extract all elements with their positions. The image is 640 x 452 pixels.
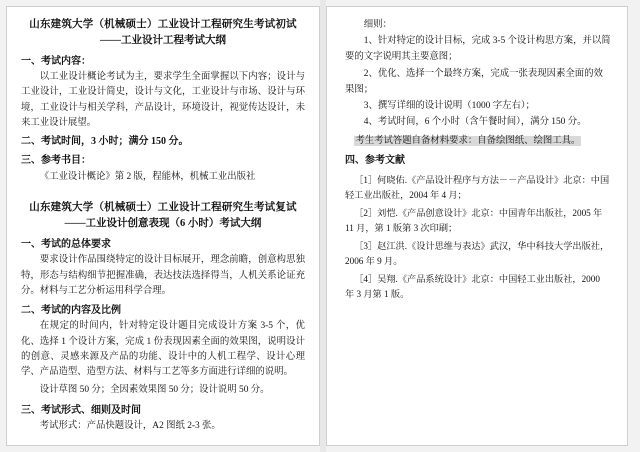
section-body: 在规定的时间内，针对特定设计题目完成设计方案 3-5 个，优化、选择 1 个设计方案，完成 1 份表现因素全面的效果图，说明设计的创意、灵感来源及产品的功能、设计中的人机工程学、设计心理学、产品造型、造型方法、材料与工艺等多方面进行详细的说明。 (21, 321, 305, 378)
section-body: 《工业设计概论》第 2 版，程能林，机械工业出版社 (39, 171, 256, 182)
reference-item: ［3］赵江洪.《设计思维与表达》武汉，华中科技大学出版社，2006 年 9 月。 (345, 241, 610, 266)
section-heading: 一、考试的总体要求 (21, 238, 111, 250)
section-heading: 二、考试时间，3 小时；满分 150 分。 (21, 135, 189, 147)
page-subtitle: ——工业设计工程考试大纲 (100, 34, 226, 46)
section-body: 以工业设计概论考试为主，要求学生全面掌握以下内容；设计与工业设计，工业设计简史，设计与文化，工业设计与市场、设计与环境，工业设计与相关学科，产品设计，环境设计，视觉传达设计，未来工业设计展望。 (21, 72, 305, 128)
details-lead: 细则： (363, 20, 392, 30)
scoring-body: 设计草图 50 分；全因素效果图 50 分；设计说明 50 分。 (39, 385, 270, 396)
materials-note (345, 133, 611, 149)
section-body: 要求设计作品围绕特定的设计目标展开，理念前瞻，创意构思独特，形态与结构细节把握准确，表达技法选择得当，人机关系论证充分。材料与工艺分析运用科学合理。 (21, 255, 305, 296)
detail-item-3: 3、撰写详细的设计说明（1000 字左右）； (363, 100, 535, 111)
page-subtitle-secondary: ——工业设计创意表现（6 小时）考试大纲 (64, 217, 262, 229)
section-heading: 一、考试内容： (21, 55, 91, 67)
materials-note-text: 考生考试答题自备材料要求：自备绘图纸、绘图工具。 (355, 136, 581, 147)
document-page-right (326, 6, 628, 446)
document-page-left (6, 6, 320, 446)
section-body: 考试形式：产品快题设计，A2 图纸 2-3 张。 (39, 421, 221, 432)
section-heading: 三、考试形式、细则及时间 (21, 404, 141, 416)
references-heading: 四、参考文献 (345, 155, 405, 167)
page-title: 山东建筑大学（机械硕士）工业设计工程研究生考试初试 (29, 19, 297, 30)
detail-item-2: 2、优化、选择一个最终方案，完成一张表现因素全面的效果图； (345, 68, 603, 95)
section-heading: 二、考试的内容及比例 (21, 304, 121, 316)
page-title-secondary: 山东建筑大学（机械硕士）工业设计工程研究生考试复试 (29, 202, 297, 214)
section-heading: 三、参考书目： (21, 155, 91, 167)
reference-item: ［1］何晓佑.《产品设计程序与方法－－产品设计》北京：中国轻工业出版社，2004 年 4 月； (345, 175, 610, 201)
detail-item-4: 4、考试时间，6 个小时（含午餐时间），满分 150 分。 (363, 117, 587, 128)
reference-item: ［2］刘恺.《产品创意设计》北京：中国青年出版社，2005 年 11 月，第 1 版第 3 次印刷； (345, 208, 603, 234)
detail-item-1: 1、针对特定的设计目标，完成 3-5 个设计构思方案，并以简要的文字说明其主要意图； (345, 36, 611, 63)
reference-item: ［4］吴翔.《产品系统设计》北京：中国轻工业出版社，2000 年 3 月第 1 版。 (345, 273, 600, 299)
